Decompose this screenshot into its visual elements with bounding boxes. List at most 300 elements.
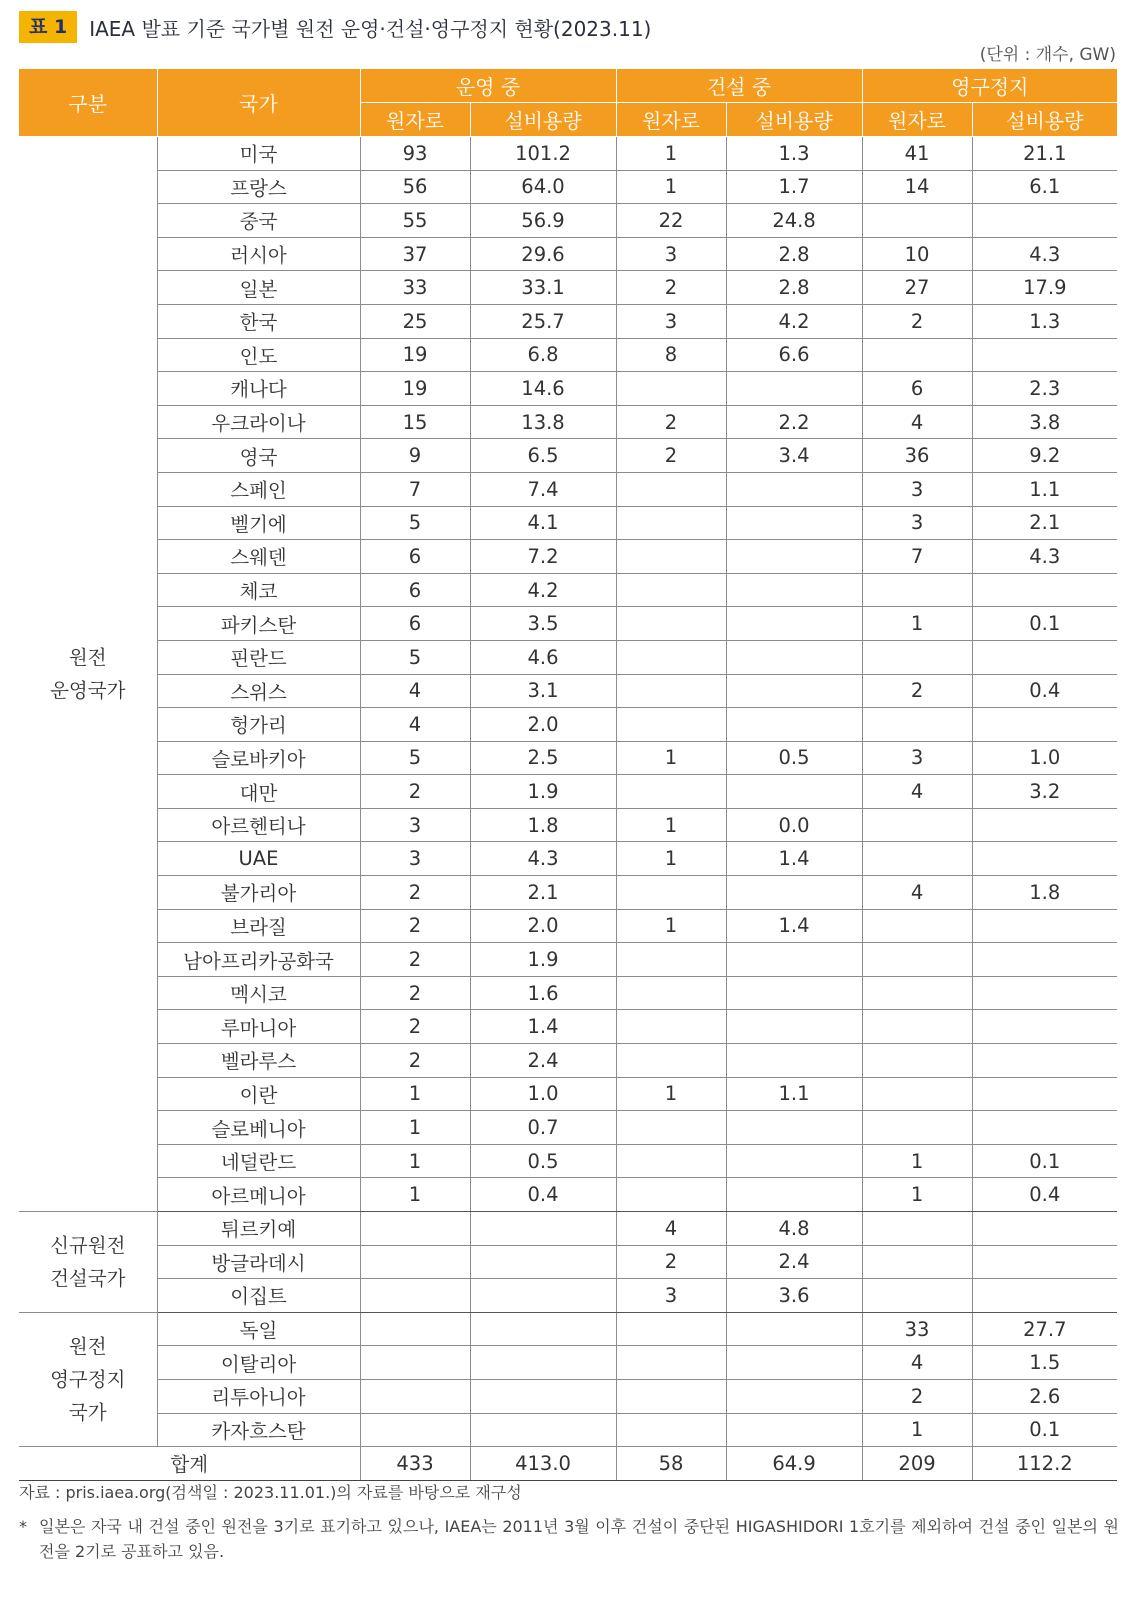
shutdown-capacity-cell: 4.3: [972, 540, 1117, 574]
table-header: [19, 69, 1117, 137]
shutdown-capacity-cell: 9.2: [972, 439, 1117, 473]
operating-reactors-cell: 1: [360, 1077, 470, 1111]
construction-capacity-cell: [726, 506, 862, 540]
operating-reactors-cell: 2: [360, 775, 470, 809]
operating-capacity-cell: 1.8: [470, 808, 616, 842]
operating-capacity-cell: 4.2: [470, 573, 616, 607]
construction-reactors-cell: 1: [616, 1077, 726, 1111]
construction-capacity-cell: [726, 775, 862, 809]
table-row: [19, 137, 1117, 171]
table-row: [19, 808, 1117, 842]
construction-reactors-cell: [616, 540, 726, 574]
shutdown-capacity-cell: 17.9: [972, 271, 1117, 305]
operating-reactors-cell: 19: [360, 338, 470, 372]
shutdown-reactors-cell: 1: [862, 1413, 972, 1447]
construction-capacity-cell: 3.6: [726, 1279, 862, 1313]
table-row: [19, 741, 1117, 775]
operating-reactors-cell: 9: [360, 439, 470, 473]
construction-reactors-cell: 2: [616, 1245, 726, 1279]
table-row: [19, 1245, 1117, 1279]
construction-capacity-cell: [726, 976, 862, 1010]
operating-reactors-cell: 5: [360, 741, 470, 775]
operating-capacity-cell: 2.1: [470, 876, 616, 910]
operating-reactors-cell: 4: [360, 674, 470, 708]
shutdown-capacity-cell: [972, 842, 1117, 876]
table-row: [19, 1077, 1117, 1111]
table-row: [19, 1144, 1117, 1178]
construction-reactors-cell: [616, 708, 726, 742]
country-cell: 루마니아: [157, 1010, 360, 1044]
construction-reactors-cell: [616, 1044, 726, 1078]
operating-capacity-cell: [470, 1379, 616, 1413]
shutdown-reactors-cell: 27: [862, 271, 972, 305]
operating-reactors-cell: 3: [360, 842, 470, 876]
operating-capacity-cell: 56.9: [470, 204, 616, 238]
construction-reactors-cell: 2: [616, 405, 726, 439]
total-shutdown-capacity-cell: 112.2: [972, 1447, 1117, 1481]
country-cell: 벨라루스: [157, 1044, 360, 1078]
construction-reactors-cell: 1: [616, 741, 726, 775]
shutdown-capacity-cell: 2.1: [972, 506, 1117, 540]
country-cell: 파키스탄: [157, 607, 360, 641]
operating-capacity-cell: [470, 1279, 616, 1313]
shutdown-reactors-cell: [862, 708, 972, 742]
construction-capacity-cell: [726, 1111, 862, 1145]
total-label: 합계: [19, 1447, 360, 1481]
construction-reactors-cell: 8: [616, 338, 726, 372]
country-cell: 방글라데시: [157, 1245, 360, 1279]
operating-capacity-cell: 1.6: [470, 976, 616, 1010]
construction-capacity-cell: 3.4: [726, 439, 862, 473]
operating-capacity-cell: 1.4: [470, 1010, 616, 1044]
table-row: [19, 1413, 1117, 1447]
shutdown-capacity-cell: 3.8: [972, 405, 1117, 439]
operating-reactors-cell: [360, 1245, 470, 1279]
table-row: [19, 943, 1117, 977]
country-cell: 리투아니아: [157, 1379, 360, 1413]
country-cell: 불가리아: [157, 876, 360, 910]
table-row: [19, 271, 1117, 305]
header-operating-capacity: 설비용량: [470, 103, 616, 137]
shutdown-reactors-cell: 10: [862, 237, 972, 271]
table-row: [19, 573, 1117, 607]
construction-capacity-cell: [726, 1178, 862, 1212]
shutdown-capacity-cell: [972, 204, 1117, 238]
construction-reactors-cell: [616, 506, 726, 540]
shutdown-capacity-cell: [972, 1111, 1117, 1145]
operating-reactors-cell: [360, 1212, 470, 1246]
construction-capacity-cell: [726, 1413, 862, 1447]
construction-capacity-cell: [726, 1379, 862, 1413]
shutdown-capacity-cell: [972, 573, 1117, 607]
construction-capacity-cell: [726, 674, 862, 708]
shutdown-capacity-cell: 1.1: [972, 472, 1117, 506]
operating-reactors-cell: 19: [360, 372, 470, 406]
operating-reactors-cell: 37: [360, 237, 470, 271]
construction-capacity-cell: [726, 372, 862, 406]
country-cell: 미국: [157, 137, 360, 171]
shutdown-reactors-cell: [862, 808, 972, 842]
operating-capacity-cell: 2.0: [470, 909, 616, 943]
construction-reactors-cell: [616, 607, 726, 641]
table-row: [19, 976, 1117, 1010]
shutdown-reactors-cell: [862, 1111, 972, 1145]
header-construction-capacity: 설비용량: [726, 103, 862, 137]
country-cell: 일본: [157, 271, 360, 305]
construction-capacity-cell: [726, 1346, 862, 1380]
country-cell: 벨기에: [157, 506, 360, 540]
construction-reactors-cell: [616, 372, 726, 406]
construction-capacity-cell: 4.8: [726, 1212, 862, 1246]
construction-reactors-cell: 22: [616, 204, 726, 238]
construction-reactors-cell: [616, 674, 726, 708]
table-title: IAEA 발표 기준 국가별 원전 운영·건설·영구정지 현황(2023.11): [89, 16, 652, 41]
operating-reactors-cell: [360, 1279, 470, 1313]
shutdown-capacity-cell: [972, 338, 1117, 372]
construction-reactors-cell: [616, 1010, 726, 1044]
construction-capacity-cell: 1.4: [726, 909, 862, 943]
shutdown-capacity-cell: [972, 1279, 1117, 1313]
shutdown-capacity-cell: 0.1: [972, 1413, 1117, 1447]
table-row: [19, 607, 1117, 641]
country-cell: 튀르키예: [157, 1212, 360, 1246]
operating-reactors-cell: 3: [360, 808, 470, 842]
construction-reactors-cell: [616, 976, 726, 1010]
operating-capacity-cell: [470, 1346, 616, 1380]
shutdown-reactors-cell: [862, 1245, 972, 1279]
shutdown-reactors-cell: 2: [862, 304, 972, 338]
table-row: [19, 204, 1117, 238]
operating-capacity-cell: 2.4: [470, 1044, 616, 1078]
operating-capacity-cell: 29.6: [470, 237, 616, 271]
category-cell: 신규원전 건설국가: [19, 1212, 157, 1313]
country-cell: 멕시코: [157, 976, 360, 1010]
shutdown-reactors-cell: 2: [862, 674, 972, 708]
construction-reactors-cell: 3: [616, 237, 726, 271]
country-cell: 이집트: [157, 1279, 360, 1313]
table-row: [19, 876, 1117, 910]
shutdown-reactors-cell: [862, 573, 972, 607]
table-row: [19, 1212, 1117, 1246]
construction-capacity-cell: [726, 640, 862, 674]
operating-capacity-cell: 7.4: [470, 472, 616, 506]
table-row: [19, 1312, 1117, 1346]
country-cell: 카자흐스탄: [157, 1413, 360, 1447]
total-shutdown-reactors-cell: 209: [862, 1447, 972, 1481]
country-cell: 네덜란드: [157, 1144, 360, 1178]
operating-capacity-cell: 6.5: [470, 439, 616, 473]
shutdown-capacity-cell: [972, 640, 1117, 674]
country-cell: 브라질: [157, 909, 360, 943]
construction-capacity-cell: 0.5: [726, 741, 862, 775]
table-row: [19, 506, 1117, 540]
construction-reactors-cell: 1: [616, 170, 726, 204]
shutdown-reactors-cell: 2: [862, 1379, 972, 1413]
table-row: [19, 1010, 1117, 1044]
shutdown-reactors-cell: [862, 909, 972, 943]
shutdown-capacity-cell: [972, 909, 1117, 943]
source-note: 자료 : pris.iaea.org(검색일 : 2023.11.01.)의 자료를 바탕으로 재구성: [19, 1483, 522, 1502]
country-cell: 캐나다: [157, 372, 360, 406]
country-cell: 우크라이나: [157, 405, 360, 439]
table-row: [19, 472, 1117, 506]
operating-reactors-cell: 6: [360, 540, 470, 574]
construction-capacity-cell: 0.0: [726, 808, 862, 842]
table-row: [19, 170, 1117, 204]
country-cell: 핀란드: [157, 640, 360, 674]
shutdown-capacity-cell: 27.7: [972, 1312, 1117, 1346]
construction-capacity-cell: [726, 1044, 862, 1078]
operating-reactors-cell: 4: [360, 708, 470, 742]
operating-capacity-cell: [470, 1413, 616, 1447]
header-operating-reactors: 원자로: [360, 103, 470, 137]
shutdown-reactors-cell: 41: [862, 137, 972, 171]
construction-reactors-cell: 1: [616, 909, 726, 943]
operating-capacity-cell: [470, 1245, 616, 1279]
shutdown-capacity-cell: 21.1: [972, 137, 1117, 171]
notes: [19, 1480, 1119, 1565]
operating-capacity-cell: 0.4: [470, 1178, 616, 1212]
country-cell: 중국: [157, 204, 360, 238]
header-construction-reactors: 원자로: [616, 103, 726, 137]
country-cell: 아르헨티나: [157, 808, 360, 842]
construction-reactors-cell: 4: [616, 1212, 726, 1246]
construction-reactors-cell: [616, 472, 726, 506]
construction-reactors-cell: 1: [616, 842, 726, 876]
table-row: [19, 540, 1117, 574]
operating-capacity-cell: 3.1: [470, 674, 616, 708]
construction-reactors-cell: [616, 573, 726, 607]
shutdown-capacity-cell: [972, 1044, 1117, 1078]
construction-capacity-cell: 1.7: [726, 170, 862, 204]
shutdown-capacity-cell: 0.1: [972, 607, 1117, 641]
header-construction: 건설 중: [616, 69, 862, 103]
country-cell: 슬로베니아: [157, 1111, 360, 1145]
shutdown-capacity-cell: [972, 1010, 1117, 1044]
table-row: [19, 1044, 1117, 1078]
shutdown-reactors-cell: 6: [862, 372, 972, 406]
operating-reactors-cell: [360, 1346, 470, 1380]
table-row: [19, 674, 1117, 708]
table-label-badge: 표 1: [19, 11, 77, 43]
shutdown-reactors-cell: 4: [862, 775, 972, 809]
operating-reactors-cell: 55: [360, 204, 470, 238]
operating-reactors-cell: 56: [360, 170, 470, 204]
country-cell: 헝가리: [157, 708, 360, 742]
country-cell: 러시아: [157, 237, 360, 271]
table-row: [19, 338, 1117, 372]
operating-capacity-cell: 2.0: [470, 708, 616, 742]
table-row: [19, 1111, 1117, 1145]
construction-reactors-cell: [616, 1312, 726, 1346]
table-row: [19, 1279, 1117, 1313]
shutdown-reactors-cell: 33: [862, 1312, 972, 1346]
operating-reactors-cell: 5: [360, 640, 470, 674]
operating-reactors-cell: 6: [360, 607, 470, 641]
shutdown-reactors-cell: [862, 640, 972, 674]
shutdown-capacity-cell: 2.3: [972, 372, 1117, 406]
operating-reactors-cell: 6: [360, 573, 470, 607]
construction-capacity-cell: 24.8: [726, 204, 862, 238]
header-shutdown-reactors: 원자로: [862, 103, 972, 137]
unit-note: (단위 : 개수, GW): [979, 45, 1116, 65]
table-row: [19, 775, 1117, 809]
shutdown-reactors-cell: [862, 1044, 972, 1078]
shutdown-reactors-cell: 7: [862, 540, 972, 574]
shutdown-reactors-cell: 3: [862, 472, 972, 506]
construction-reactors-cell: [616, 775, 726, 809]
shutdown-capacity-cell: [972, 708, 1117, 742]
construction-capacity-cell: [726, 607, 862, 641]
construction-capacity-cell: [726, 1144, 862, 1178]
operating-reactors-cell: 15: [360, 405, 470, 439]
shutdown-reactors-cell: [862, 1279, 972, 1313]
header-shutdown-capacity: 설비용량: [972, 103, 1117, 137]
operating-reactors-cell: [360, 1413, 470, 1447]
shutdown-capacity-cell: 1.3: [972, 304, 1117, 338]
construction-capacity-cell: 1.4: [726, 842, 862, 876]
table-row: [19, 237, 1117, 271]
shutdown-reactors-cell: 4: [862, 1346, 972, 1380]
operating-reactors-cell: 2: [360, 943, 470, 977]
shutdown-capacity-cell: [972, 1245, 1117, 1279]
construction-capacity-cell: 6.6: [726, 338, 862, 372]
shutdown-reactors-cell: 36: [862, 439, 972, 473]
operating-reactors-cell: [360, 1379, 470, 1413]
country-cell: 대만: [157, 775, 360, 809]
construction-capacity-cell: [726, 1010, 862, 1044]
construction-capacity-cell: [726, 540, 862, 574]
operating-reactors-cell: 2: [360, 976, 470, 1010]
construction-reactors-cell: [616, 1144, 726, 1178]
shutdown-reactors-cell: [862, 204, 972, 238]
table-row: [19, 640, 1117, 674]
shutdown-reactors-cell: 4: [862, 876, 972, 910]
operating-reactors-cell: 1: [360, 1178, 470, 1212]
shutdown-capacity-cell: [972, 976, 1117, 1010]
operating-reactors-cell: 2: [360, 1044, 470, 1078]
shutdown-capacity-cell: 3.2: [972, 775, 1117, 809]
operating-reactors-cell: 25: [360, 304, 470, 338]
header-category: 구분: [19, 69, 157, 137]
shutdown-capacity-cell: 0.4: [972, 674, 1117, 708]
shutdown-capacity-cell: 0.1: [972, 1144, 1117, 1178]
construction-capacity-cell: [726, 573, 862, 607]
construction-capacity-cell: [726, 708, 862, 742]
shutdown-capacity-cell: 2.6: [972, 1379, 1117, 1413]
operating-capacity-cell: 6.8: [470, 338, 616, 372]
construction-capacity-cell: 2.2: [726, 405, 862, 439]
construction-reactors-cell: [616, 1178, 726, 1212]
table-row: [19, 304, 1117, 338]
shutdown-reactors-cell: [862, 338, 972, 372]
operating-capacity-cell: 1.9: [470, 943, 616, 977]
category-cell: 원전 운영국가: [19, 137, 157, 1212]
operating-capacity-cell: 13.8: [470, 405, 616, 439]
shutdown-reactors-cell: 3: [862, 741, 972, 775]
shutdown-capacity-cell: 0.4: [972, 1178, 1117, 1212]
construction-reactors-cell: 3: [616, 1279, 726, 1313]
construction-capacity-cell: 2.4: [726, 1245, 862, 1279]
construction-reactors-cell: 1: [616, 808, 726, 842]
operating-capacity-cell: [470, 1212, 616, 1246]
country-cell: 스웨덴: [157, 540, 360, 574]
operating-capacity-cell: 25.7: [470, 304, 616, 338]
shutdown-reactors-cell: 1: [862, 1178, 972, 1212]
table-row: [19, 439, 1117, 473]
shutdown-capacity-cell: 1.5: [972, 1346, 1117, 1380]
total-construction-capacity-cell: 64.9: [726, 1447, 862, 1481]
construction-capacity-cell: [726, 876, 862, 910]
header-operating: 운영 중: [360, 69, 616, 103]
shutdown-reactors-cell: [862, 943, 972, 977]
footnote-text: 일본은 자국 내 건설 중인 원전을 3기로 표기하고 있으나, IAEA는 2011년 3월 이후 건설이 중단된 HIGASHIDORI 1호기를 제외하여 건설 중인 일본의 원전을 2기로 공표하고 있음.: [39, 1517, 1119, 1561]
operating-capacity-cell: 2.5: [470, 741, 616, 775]
table-row: [19, 372, 1117, 406]
operating-capacity-cell: 4.3: [470, 842, 616, 876]
operating-reactors-cell: 33: [360, 271, 470, 305]
total-row: [19, 1447, 1117, 1481]
operating-reactors-cell: 5: [360, 506, 470, 540]
country-cell: 독일: [157, 1312, 360, 1346]
shutdown-capacity-cell: 1.8: [972, 876, 1117, 910]
header-shutdown: 영구정지: [862, 69, 1117, 103]
table-row: [19, 1346, 1117, 1380]
operating-capacity-cell: 0.5: [470, 1144, 616, 1178]
country-cell: 이란: [157, 1077, 360, 1111]
operating-reactors-cell: 1: [360, 1111, 470, 1145]
construction-capacity-cell: 4.2: [726, 304, 862, 338]
operating-reactors-cell: 2: [360, 1010, 470, 1044]
operating-reactors-cell: 2: [360, 909, 470, 943]
country-cell: 스위스: [157, 674, 360, 708]
country-cell: 아르메니아: [157, 1178, 360, 1212]
country-cell: 남아프리카공화국: [157, 943, 360, 977]
shutdown-reactors-cell: 14: [862, 170, 972, 204]
construction-reactors-cell: [616, 1413, 726, 1447]
shutdown-reactors-cell: [862, 1077, 972, 1111]
shutdown-capacity-cell: 4.3: [972, 237, 1117, 271]
country-cell: 영국: [157, 439, 360, 473]
construction-capacity-cell: [726, 1312, 862, 1346]
construction-capacity-cell: [726, 943, 862, 977]
operating-capacity-cell: 1.0: [470, 1077, 616, 1111]
operating-reactors-cell: 2: [360, 876, 470, 910]
category-cell: 원전 영구정지 국가: [19, 1312, 157, 1446]
construction-reactors-cell: [616, 1379, 726, 1413]
operating-reactors-cell: 1: [360, 1144, 470, 1178]
country-cell: UAE: [157, 842, 360, 876]
shutdown-capacity-cell: [972, 808, 1117, 842]
operating-capacity-cell: 64.0: [470, 170, 616, 204]
table-body: [19, 137, 1117, 1481]
construction-capacity-cell: 2.8: [726, 271, 862, 305]
country-cell: 슬로바키아: [157, 741, 360, 775]
operating-capacity-cell: 0.7: [470, 1111, 616, 1145]
operating-capacity-cell: 101.2: [470, 137, 616, 171]
construction-capacity-cell: 2.8: [726, 237, 862, 271]
shutdown-capacity-cell: [972, 943, 1117, 977]
shutdown-reactors-cell: 1: [862, 607, 972, 641]
country-cell: 체코: [157, 573, 360, 607]
operating-capacity-cell: [470, 1312, 616, 1346]
construction-reactors-cell: 1: [616, 137, 726, 171]
country-cell: 스페인: [157, 472, 360, 506]
total-operating-reactors-cell: 433: [360, 1447, 470, 1481]
shutdown-reactors-cell: [862, 1010, 972, 1044]
shutdown-capacity-cell: [972, 1212, 1117, 1246]
construction-reactors-cell: 2: [616, 439, 726, 473]
